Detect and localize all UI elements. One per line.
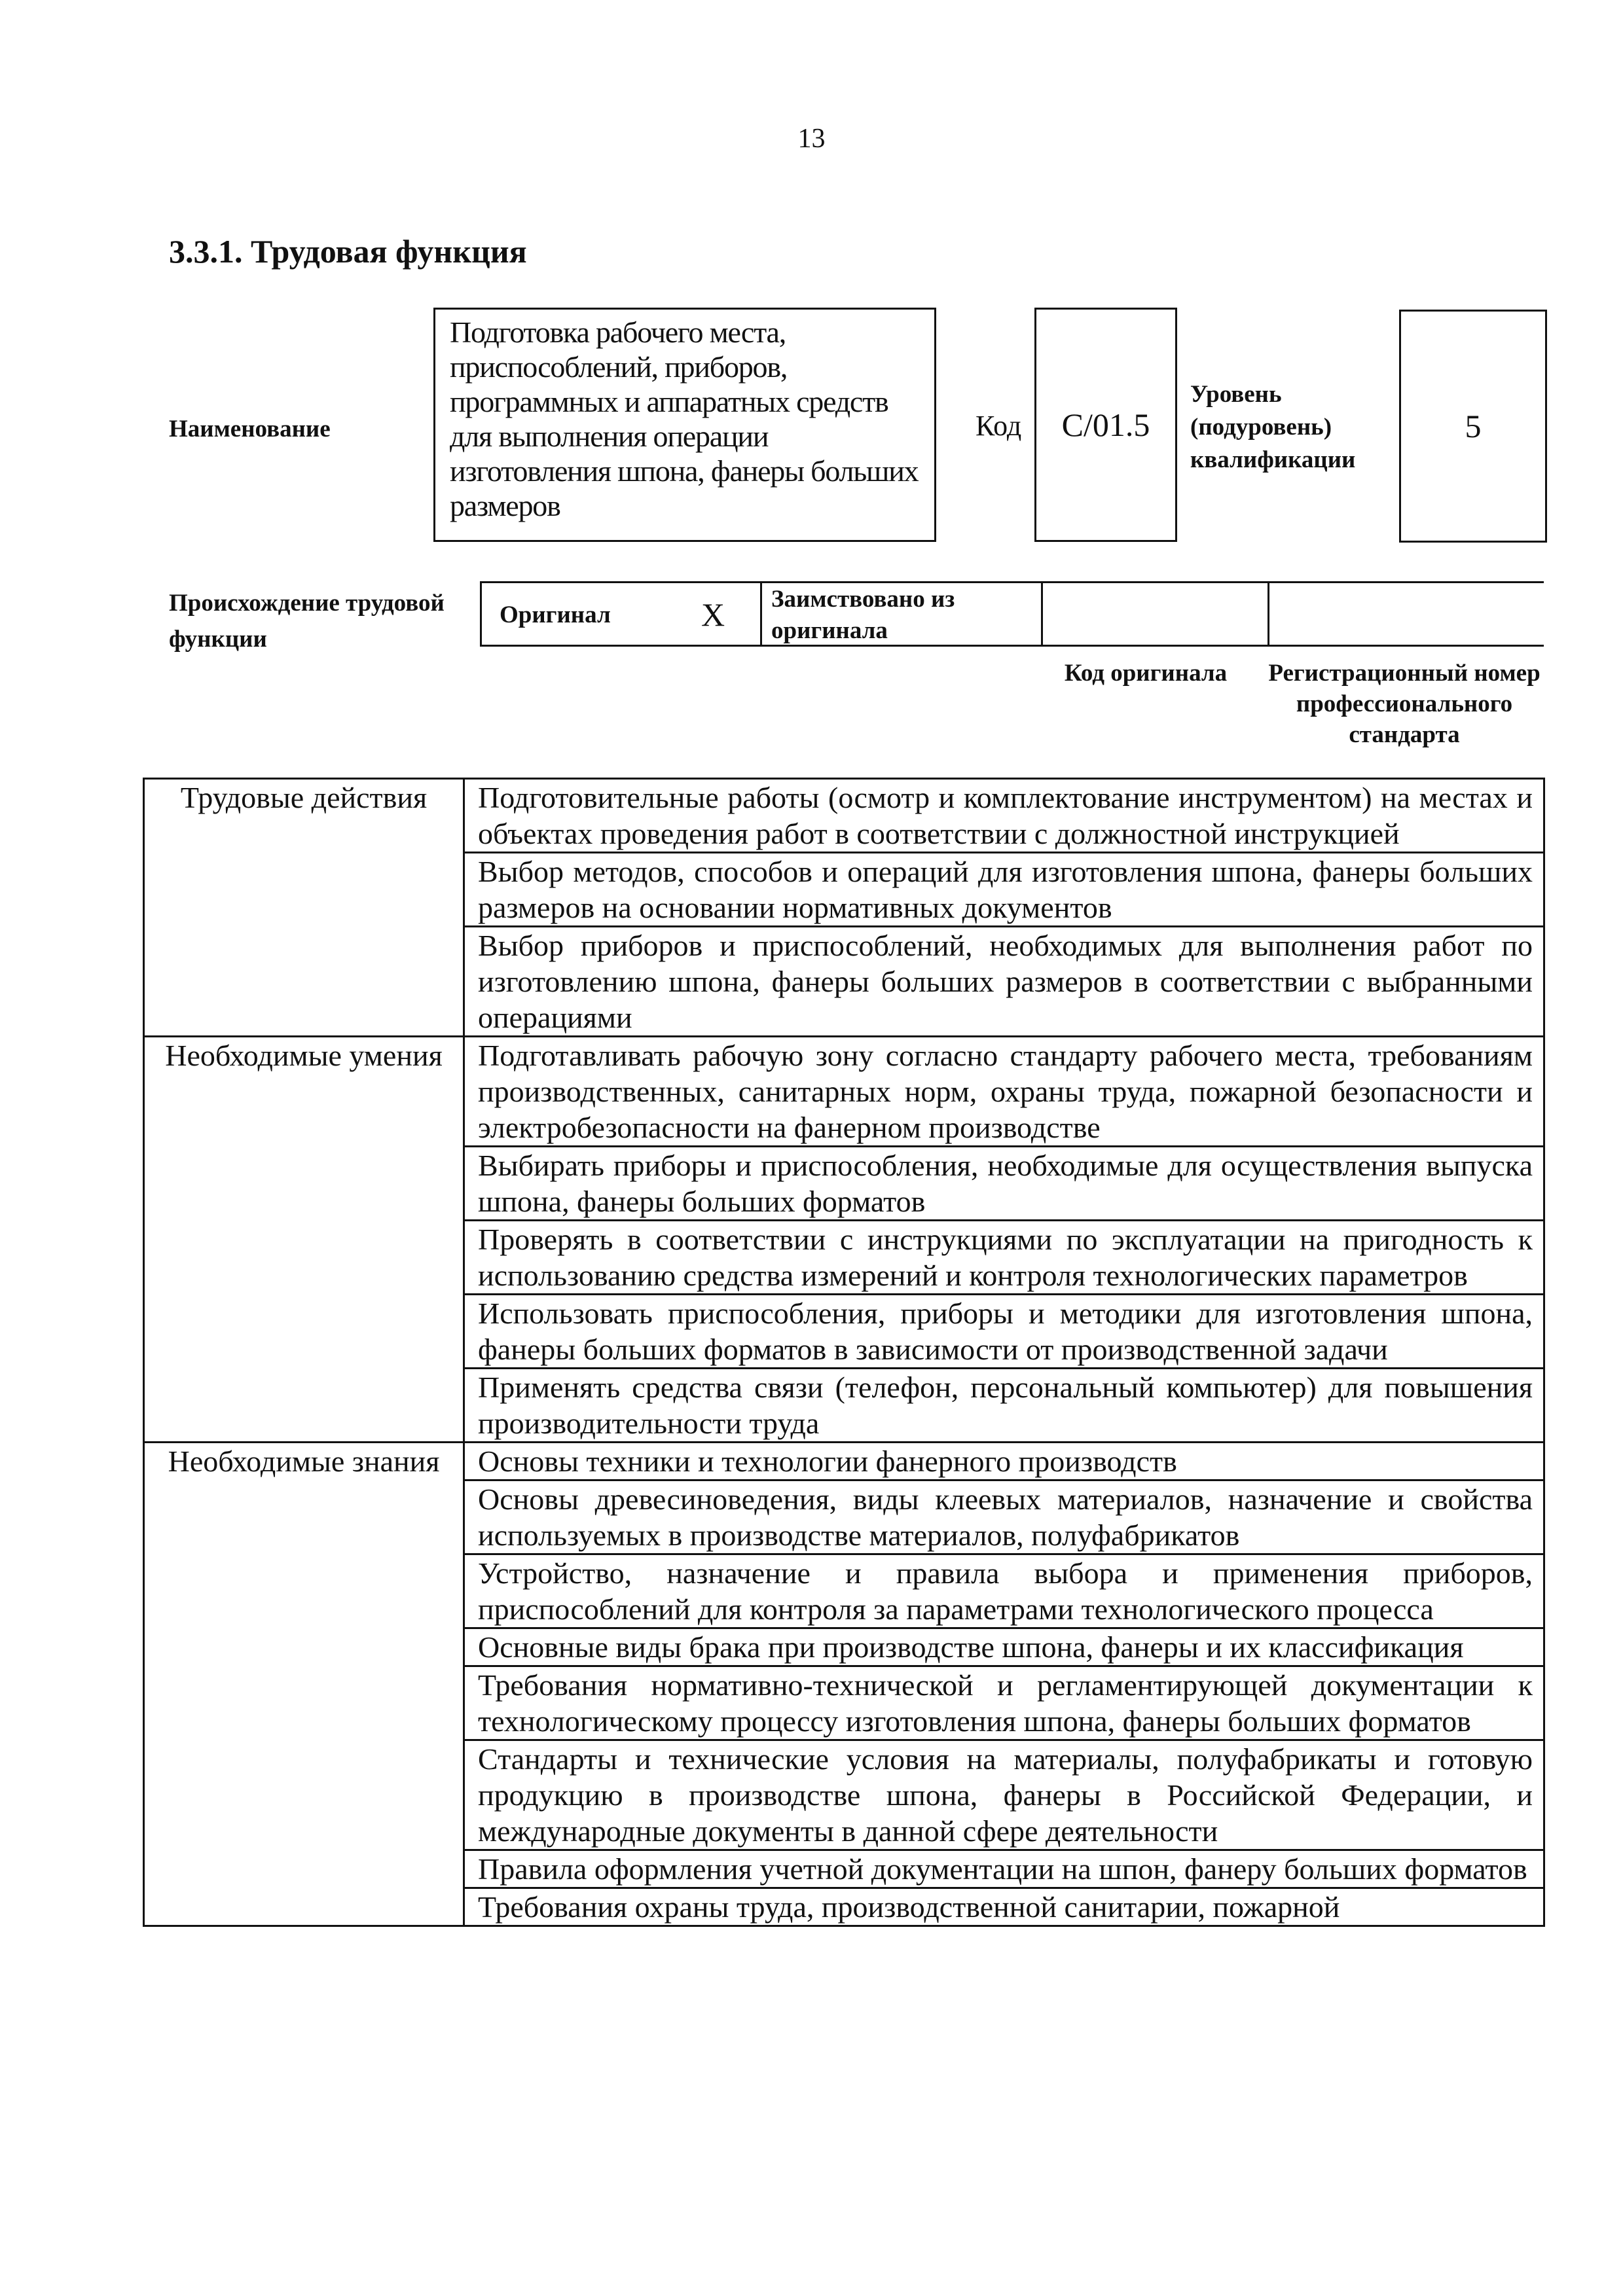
code-original-label: Код оригинала — [1064, 660, 1228, 687]
borrowed-label: Заимствовано из оригинала — [771, 586, 955, 644]
table-cell: Основные виды брака при производстве шпона, фанеры и их классификация — [464, 1628, 1544, 1666]
origin-divider-3 — [1267, 581, 1269, 647]
table-cell: Стандарты и технические условия на материалы, полуфабрикаты и готовую продукцию в производстве шпона, фанеры в Российской Федерации, и международные документы в данной сфере деятельности — [464, 1740, 1544, 1850]
origin-left-border — [480, 581, 482, 647]
origin-label: Происхождение трудовой функции — [169, 590, 445, 653]
reg-number-label: Регистрационный номер профессионального стандарта — [1268, 660, 1541, 748]
table-cell: Применять средства связи (телефон, персональный компьютер) для повышения производительности труда — [464, 1369, 1544, 1443]
table-row — [144, 1037, 1544, 1147]
code-label: Код — [976, 410, 1022, 442]
table-cell: Устройство, назначение и правила выбора и применения приборов, приспособлений для контроля за параметрами технологического процесса — [464, 1554, 1544, 1628]
table-cell: Основы техники и технологии фанерного производств — [464, 1443, 1544, 1480]
original-label: Оригинал — [500, 601, 611, 628]
origin-divider-1 — [760, 581, 762, 647]
origin-table — [480, 581, 1544, 648]
name-label: Наименование — [169, 416, 331, 442]
qualification-level-label: Уровень (подуровень) квалификации — [1190, 381, 1356, 473]
table-cell: Проверять в соответствии с инструкциями по эксплуатации на пригодность к использованию средства измерений и контроля технологических параметров — [464, 1221, 1544, 1295]
original-mark: X — [701, 596, 725, 633]
table-cell: Требования охраны труда, производственной санитарии, пожарной — [464, 1888, 1544, 1926]
table-cell: Выбор приборов и приспособлений, необходимых для выполнения работ по изготовлению шпона, фанеры больших размеров в соответствии с выбранными операциями — [464, 927, 1544, 1037]
table-row — [144, 1443, 1544, 1480]
qualification-level-value: 5 — [1465, 408, 1482, 444]
page-number: 13 — [797, 124, 826, 154]
table-cell: Использовать приспособления, приборы и методики для изготовления шпона, фанеры больших форматов в зависимости от производственной задачи — [464, 1295, 1544, 1369]
origin-divider-2 — [1041, 581, 1043, 647]
table-cell: Требования нормативно-технической и регламентирующей документации к технологическому процессу изготовления шпона, фанеры больших форматов — [464, 1666, 1544, 1740]
table-cell: Основы древесиноведения, виды клеевых материалов, назначение и свойства используемых в производстве материалов, полуфабрикатов — [464, 1480, 1544, 1554]
code-value: C/01.5 — [1061, 406, 1150, 443]
code-value-box — [1034, 308, 1177, 542]
category-required-knowledge: Необходимые знания — [144, 1443, 464, 1926]
table-row — [144, 779, 1544, 853]
category-required-skills: Необходимые умения — [144, 1037, 464, 1443]
function-details-table — [143, 778, 1545, 1927]
table-cell: Правила оформления учетной документации на шпон, фанеру больших форматов — [464, 1850, 1544, 1888]
section-title: 3.3.1. Трудовая функция — [169, 233, 527, 270]
function-name-box: Подготовка рабочего места, приспособлений, приборов, программных и аппаратных средств для выполнения операции изготовления шпона, фанеры больших размеров — [433, 308, 936, 542]
table-cell: Подготовительные работы (осмотр и комплектование инструментом) на местах и объектах проведения работ в соответствии с должностной инструкцией — [464, 779, 1544, 853]
table-cell: Выбор методов, способов и операций для изготовления шпона, фанеры больших размеров на основании нормативных документов — [464, 853, 1544, 927]
table-cell: Выбирать приборы и приспособления, необходимые для осуществления выпуска шпона, фанеры больших форматов — [464, 1147, 1544, 1221]
origin-top-border — [480, 581, 1544, 583]
category-labor-actions: Трудовые действия — [144, 779, 464, 1037]
table-cell: Подготавливать рабочую зону согласно стандарту рабочего места, требованиям производственных, санитарных норм, охраны труда, пожарной безопасности и электробезопасности на фанерном производстве — [464, 1037, 1544, 1147]
qualification-level-box — [1399, 310, 1547, 543]
